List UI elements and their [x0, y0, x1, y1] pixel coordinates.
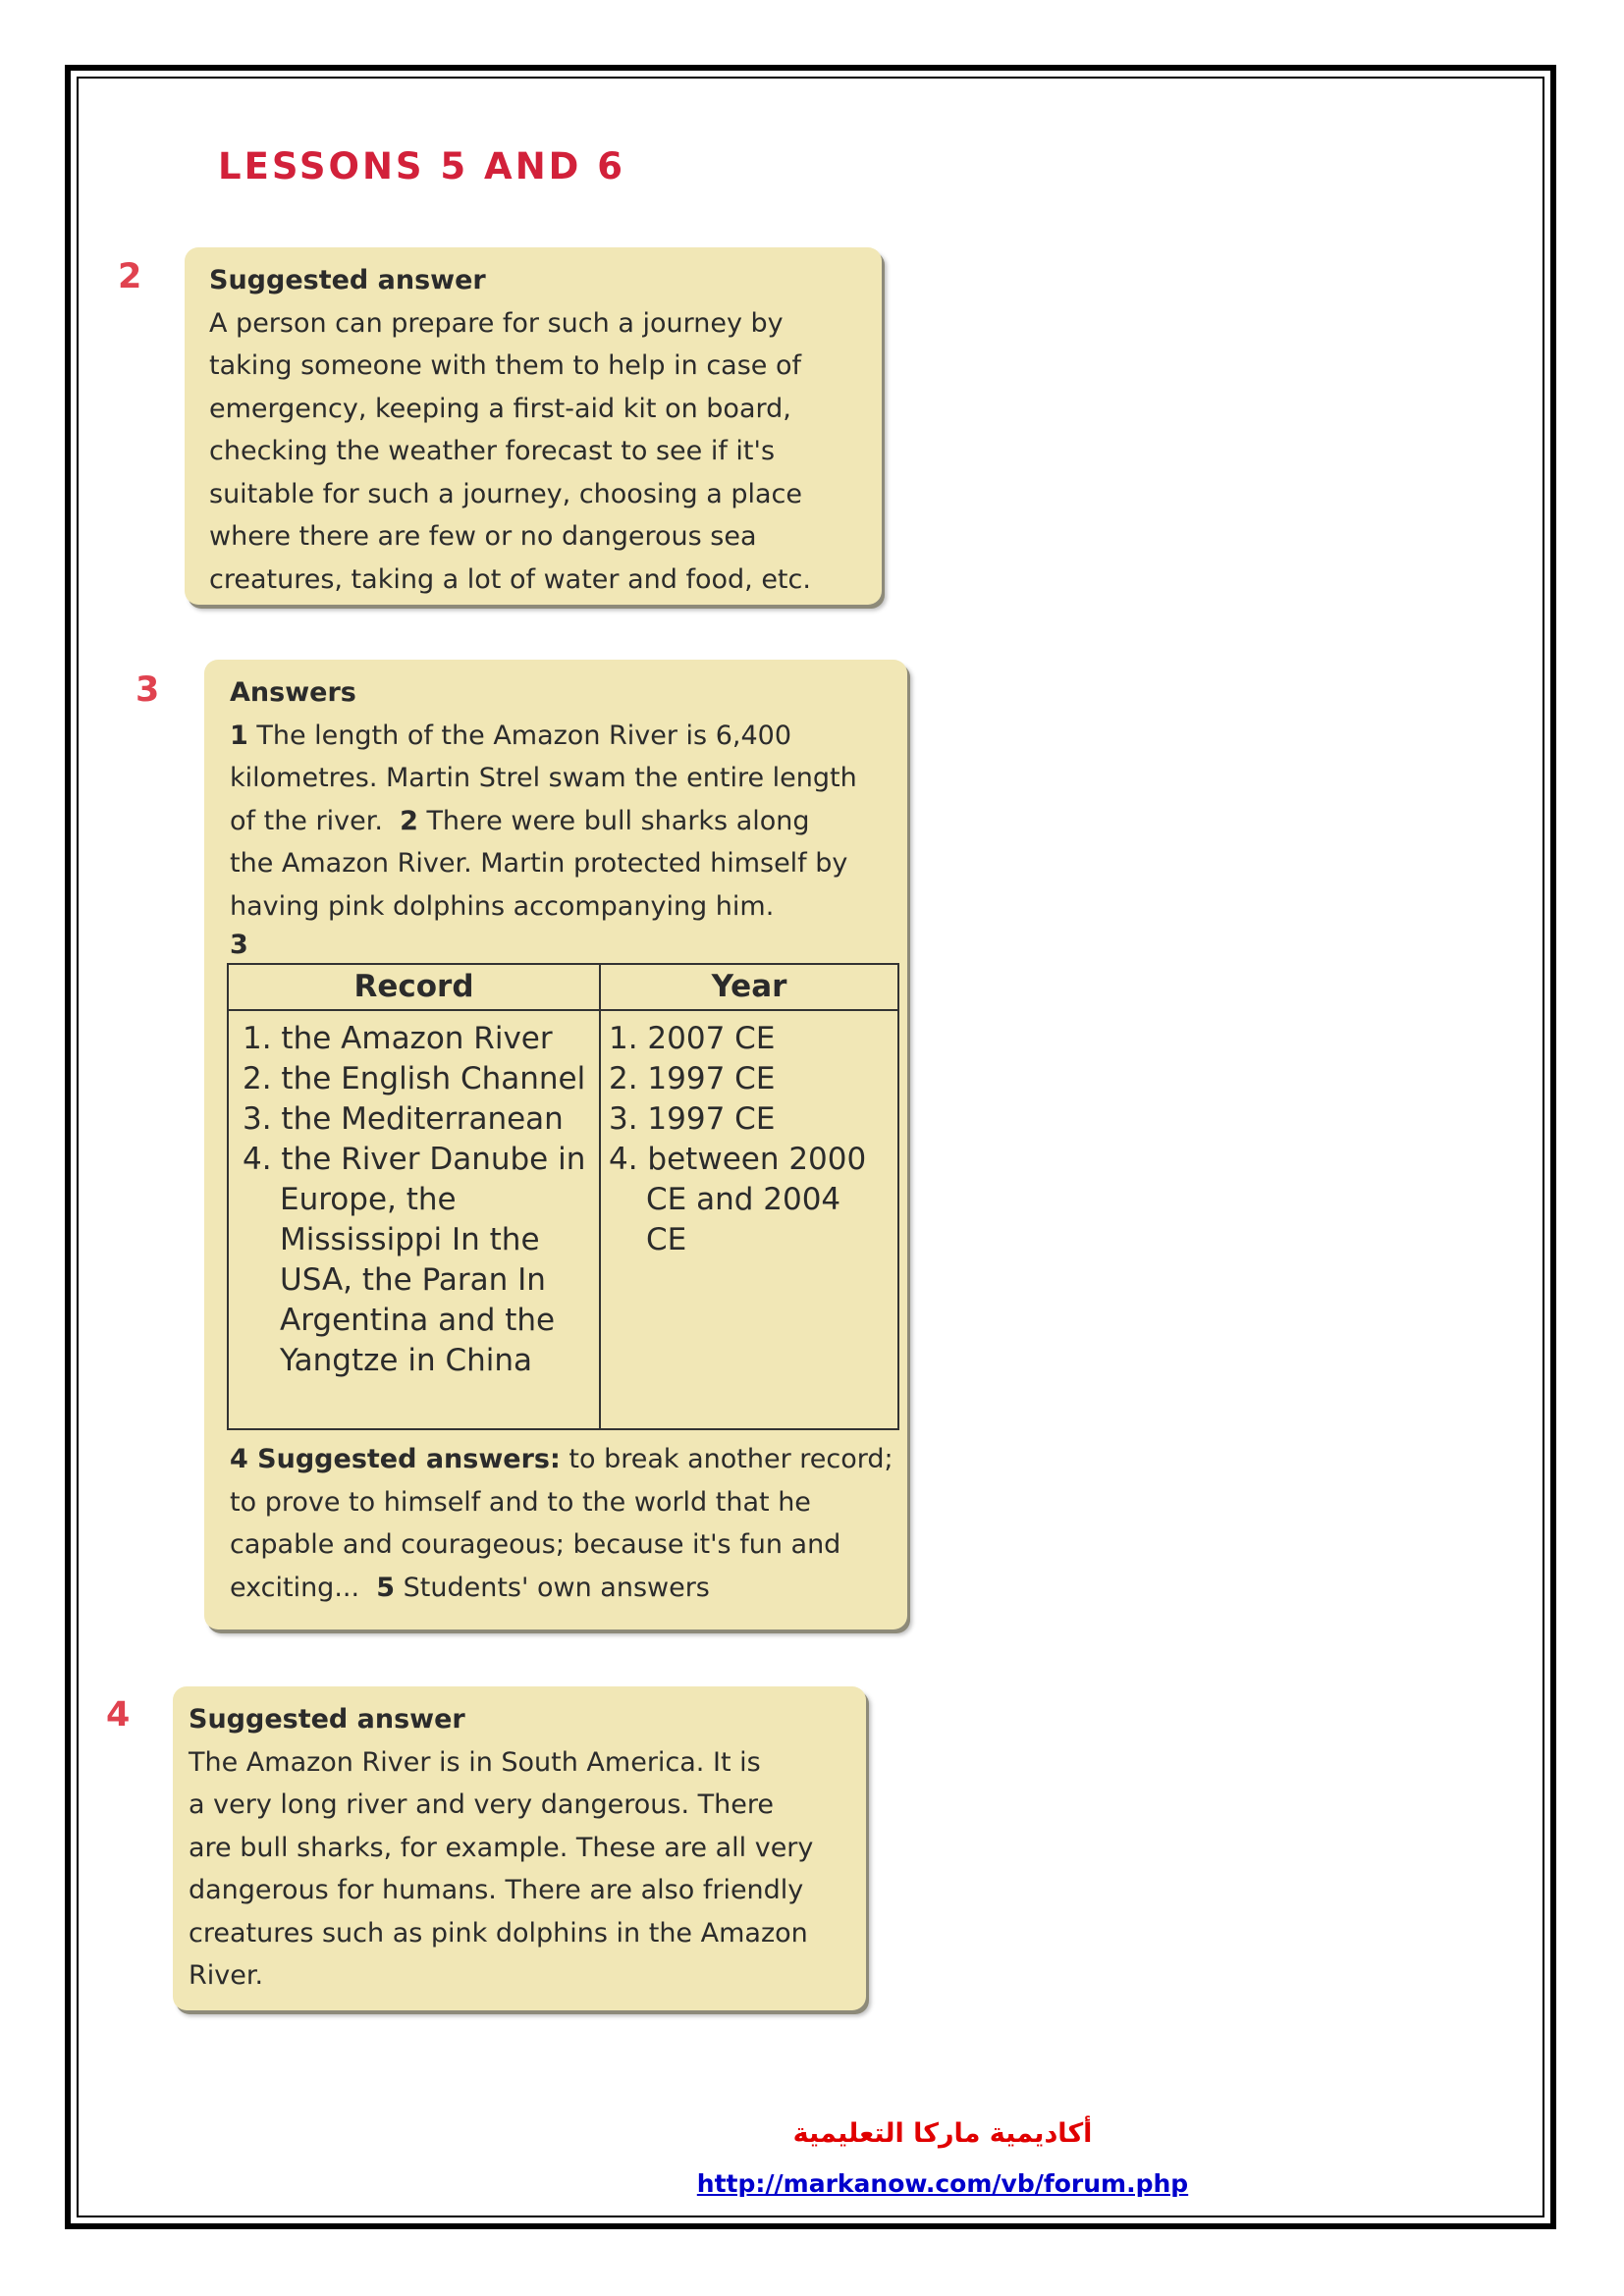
answer-line: [230, 800, 907, 843]
answer-line: creatures such as pink dolphins in the Amazon: [189, 1917, 808, 1949]
year-item: 3. 1997 CE: [609, 1101, 776, 1137]
answer-text: exciting...: [230, 1572, 377, 1603]
records-table: [227, 963, 899, 1430]
year-item: 4. between 2000 CE and 2004 CE: [609, 1142, 867, 1257]
item-number: 2: [400, 805, 418, 836]
record-item: 2. the English Channel: [243, 1061, 586, 1096]
exercise-number-2: 2: [118, 257, 142, 296]
answer-line: River.: [189, 1960, 264, 1991]
answer-line: The Amazon River is in South America. It is: [189, 1746, 761, 1778]
footer-forum-link[interactable]: http://markanow.com/vb/forum.php: [696, 2169, 1189, 2198]
exercise-4-heading: Suggested answer: [189, 1704, 465, 1735]
years-cell: [600, 1010, 898, 1429]
item-number: 5: [376, 1572, 396, 1603]
answer-line: [230, 1567, 907, 1610]
record-item: 1. the Amazon River: [243, 1021, 553, 1056]
answer-line: where there are few or no dangerous sea: [209, 521, 757, 552]
answer-text: Students' own answers: [395, 1572, 710, 1603]
records-cell: [228, 1010, 600, 1429]
answer-line: dangerous for humans. There are also friendly: [189, 1875, 804, 1905]
answer-line: kilometres. Martin Strel swam the entire length: [230, 763, 857, 793]
answer-text: There were bull sharks along: [417, 805, 810, 836]
exercise-4-answer-box: [173, 1686, 866, 2010]
page-title: LESSONS 5 AND 6: [218, 145, 625, 187]
answer-line: suitable for such a journey, choosing a place: [209, 478, 802, 509]
record-item: 4. the River Danube in Europe, the Mississippi In the USA, the Paran In Argentina and the Yangtze in China: [243, 1142, 586, 1378]
exercise-2-answer-box: [185, 247, 882, 605]
column-header-record: Record: [228, 964, 600, 1010]
exercise-3-heading: Answers: [230, 677, 356, 708]
answer-text: The length of the Amazon River is 6,400: [247, 720, 792, 751]
record-item: 3. the Mediterranean: [243, 1101, 564, 1137]
answer-line: capable and courageous; because it's fun and: [230, 1529, 841, 1560]
answer-line: creatures, taking a lot of water and food, etc.: [209, 563, 811, 595]
footer-academy-name: أكاديمية ماركا التعليمية: [792, 2118, 1093, 2149]
exercise-2-heading: Suggested answer: [209, 265, 486, 295]
answer-line: taking someone with them to help in case of: [209, 350, 801, 381]
answer-text: of the river.: [230, 805, 401, 836]
answer-line: [230, 1438, 907, 1481]
answer-text: to break another record;: [560, 1444, 893, 1474]
answer-line: to prove to himself and to the world that he: [230, 1486, 811, 1518]
year-item: 2. 1997 CE: [609, 1061, 776, 1096]
item-number: 1: [230, 720, 248, 751]
answer-line: are bull sharks, for example. These are all very: [189, 1832, 814, 1863]
answer-line: having pink dolphins accompanying him.: [230, 890, 775, 922]
answer-line: a very long river and very dangerous. There: [189, 1789, 774, 1820]
column-header-year: Year: [600, 964, 898, 1010]
answer-line: A person can prepare for such a journey by: [209, 307, 784, 339]
exercise-number-4: 4: [106, 1695, 131, 1735]
exercise-3-outro: [230, 1438, 907, 1609]
suggested-answers-label: 4 Suggested answers:: [230, 1444, 561, 1474]
answer-line: checking the weather forecast to see if it's: [209, 436, 776, 466]
item-number: 3: [230, 930, 248, 960]
exercise-number-3: 3: [135, 670, 160, 710]
answer-line: emergency, keeping a first-aid kit on board,: [209, 393, 791, 424]
answer-line: [230, 715, 907, 758]
answer-line: the Amazon River. Martin protected himself by: [230, 848, 848, 879]
exercise-3-answer-box: [204, 660, 907, 1629]
year-item: 1. 2007 CE: [609, 1021, 776, 1056]
